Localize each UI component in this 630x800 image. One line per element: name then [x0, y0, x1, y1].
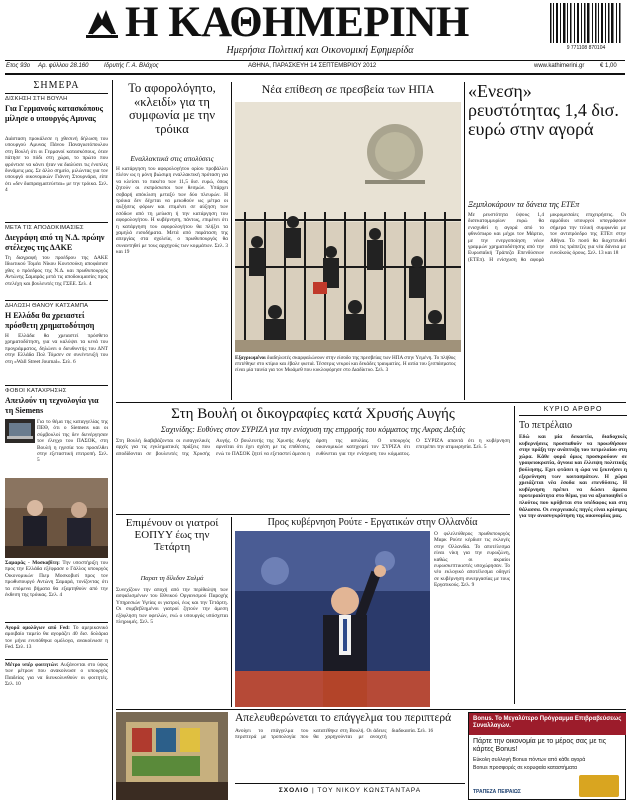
- sidebar-divider: [5, 222, 108, 223]
- embassy-caption-lead: Εξαγριωμένοι: [235, 355, 266, 361]
- kiosk-photo: [116, 712, 228, 800]
- promo-bullet: Εύκολη συλλογή Bonus πόντων από κάθε αγορά: [473, 757, 586, 763]
- column-label: ΣΧΟΛΙΟ | ΤΟΥ ΝΙΚΟΥ ΚΩΝΣΤΑΝΤΑΡΑ: [278, 787, 422, 794]
- masthead-price: € 1,00: [600, 63, 617, 69]
- editorial-box: [514, 406, 626, 704]
- netherlands-photo: [235, 531, 430, 707]
- promo-headline: Bonus. Το Μεγαλύτερο Πρόγραμμα Επιβραβεύσεως Συναλλαγών.: [469, 713, 626, 735]
- column-rule: [235, 783, 465, 784]
- sidebar-brief-head: Αγορά ομολόγων από Fed:: [5, 625, 70, 631]
- professions-story: [235, 712, 465, 800]
- sidebar-headline[interactable]: Η Ελλάδα θα χρειαστεί πρόσθετη χρηματοδότηση: [5, 311, 95, 330]
- troika-headline[interactable]: Το αφορολόγητο, «κλειδί» για τη συμφωνία με την τρόικα: [128, 81, 216, 136]
- parliament-story: [116, 406, 510, 512]
- sidebar-kicker: ΔΙΣΚΗΣΗ ΣΤΗ ΒΟΥΛΗ: [5, 96, 68, 102]
- barcode-number: 9 771108 870104: [566, 45, 606, 51]
- masthead-sheet: Αρ. φύλλου 28.160: [38, 63, 89, 69]
- sidebar-title: ΣΗΜΕΡΑ: [5, 80, 108, 94]
- masthead-rule-top: [5, 60, 625, 61]
- embassy-caption-text: διαδηλωτές σκαρφαλώνουν στην είσοδο της πρεσβείας των ΗΠΑ στην Υεμένη. Το πλήθος επιτέθηκε στο κτίριο και έβαλε φωτιά. Τέσσερις νεκροί και δεκάδες τραυματίες. Η αιτία του ξεσπάσματος είναι μία ταινία για τον Μωάμεθ που κυκλοφόρησε στο Διαδίκτυο. Σελ. 3: [235, 355, 456, 374]
- sidebar-kicker: ΜΕΤΑ ΤΙΣ ΑΠΟΔΟΚΙΜΑΣΙΕΣ: [5, 225, 84, 231]
- professions-body: Ανοίγει το επάγγελμα του περιπτερά με τροπολογία που κατατέθηκε στη Βουλή. Οι άδειες θα χορηγούνται με ανοιχτή διαδικασία. Σελ. 16: [235, 728, 434, 741]
- sidebar-divider: [5, 622, 108, 623]
- sidebar-body: Διάσταση προκάλεσε η χθεσινή δήλωση του υπουργού Αμυνας Πάνου Παναγιωτόπουλου στη Βουλή ότι οι Γερμανοί κατασκόπους, όταν πάτησε το πόδι στη χώρα, το πρώτο που φρόντισε να κάνει ήταν να διαλύσει τις ένοπλες δυνάμεις μας. Σε άλλο σημείο, μιλώντας για τον υπουργό οικονομικών Γιάννη Στουρνάρα, είπε ότι «δεν διαπραγματεύεται» με την τρόικα. Σελ. 4: [5, 136, 108, 194]
- troika-body: Η κατάργηση του αφορολογήτου ορίου προβάλλει πλέον ως η μόνη βιώσιμη εναλλακτική πρόταση για να κλείσει το πακέτο των 11,5 δισ. ευρώ, όπως ζητούν οι εκπρόσωποι των θεσμών. Υπάρχει σοβαρή απόκλιση μεταξύ των δύο πλευρών. Η τρόικα δεν δέχεται να μειωθούν ως μέτρα οι αυξήσεις φόρων και επιμένει σε αύξηση των εσόδων από τη μείωση ή την κατάργηση του αφορολογήτου. Η κυβέρνηση, πάντως, επιμένει ότι η κατάργηση του αφορολογήτου θα πλήξει τα χαμηλά εισοδήματα. Μετά από παράταση της απεργίας στα σχολεία, ο πρωθυπουργός θα συναντηθεί με τους αρχηγούς των κομμάτων. Σελ. 3 και 19: [116, 166, 228, 256]
- sidebar-brief-body: Το αμερικανικό αμοιβαίο ταμείο θα αγοράζει 40 δισ. δολάρια τον μήνα ενυπόθηκα ομόλογα, ανακοίνωσε η Fed. Σελ. 13: [5, 625, 108, 651]
- sidebar-divider: [5, 300, 108, 301]
- editorial-body: Εδώ και μία δεκαετία, διαδοχικές κυβερνήσεις προσπαθούν να προωθήσουν στην πράξη την ανάπτυξη του πετρελαίου στη χώρα. Κάθε φορά όμως προσκρούουν σε γραφειοκρατία, άγνοια και έλλειψη πολιτικής βούλησης. Εχει φτάσει η ώρα να ξεκινήσει η εξερεύνηση των κοιτασμάτων. Η χώρα χρειάζεται νέα έσοδα και επενδύσεις. Η κυβέρνηση πρέπει να δώσει άμεσα προτεραιότητα στο θέμα, για να αξιοποιηθεί ο πλούτος που κρύβεται στο υπέδαφος και στη θάλασσα. Οι ενεργειακές πηγές είναι κρίσιμες για την ανασυγκρότηση της οικονομίας μας.: [519, 434, 627, 520]
- liquidity-headline[interactable]: «Ενεση» ρευστότητας 1,4 δισ. ευρώ στην αγορά: [468, 81, 619, 139]
- sidebar-body: Η Ελλάδα θα χρειαστεί πρόσθετο χρηματοδότηση, για να καλύψει τα κενά του προγράμματος, δηλώνει ο διευθυντής του ΔΝΤ στην Ελλάδα Πολ Τόμσεν σε συνέντευξή του στη «Wall Street Journal». Σελ. 6: [5, 333, 108, 365]
- bonus-promo[interactable]: [468, 712, 626, 800]
- sidebar-kicker: ΦΟΒΟΙ ΚΑΤΑΧΡΗΣΗΣ: [5, 388, 67, 394]
- doctors-kicker: Παρατ τη δίλιδον Σαλμά: [140, 575, 204, 582]
- sidebar-column-rule: [112, 80, 113, 800]
- doctors-headline[interactable]: Επιμένουν οι γιατροί ΕΟΠΥΥ έως την Τετάρτη: [125, 517, 219, 553]
- sidebar-brief: [5, 625, 108, 657]
- netherlands-headline[interactable]: Προς κυβέρνηση Ρούτε - Εργατικών στην Ολλανδία: [267, 517, 478, 528]
- section-rule-bottom: [116, 709, 626, 710]
- embassy-column-rule: [464, 82, 465, 400]
- sidebar-brief: [5, 560, 108, 620]
- professions-headline[interactable]: Απελευθερώνεται το επάγγελμα του περιπτερά: [235, 712, 452, 724]
- troika-column-rule: [231, 82, 232, 400]
- sidebar-brief-body: Αυξάνονται στο ύψος των μέτρων που ανακοίνωσε ο υπουργός Παιδείας για να διευκολυνθούν οι φοιτητές. Σελ. 10: [5, 662, 108, 688]
- masthead-founder: Ιδρυτής Γ. Α. Βλάχος: [104, 63, 159, 69]
- liquidity-story: [468, 82, 626, 400]
- promo-tagline: Πάρτε την οικονομία με το μέρος σας με τις κάρτες Bonus!: [473, 738, 607, 753]
- barcode: [548, 3, 624, 53]
- section-rule-mid: [116, 402, 626, 403]
- liquidity-body: Με ρευστότητα ύψους 1,4 δισεκατομμυρίων ευρώ θα ενισχυθεί η αγορά από το φθινόπωρο και μέχρι τον Μάρτιο, με την ενεργοποίηση νέων γραμμών χρηματοδότησης από την Ευρωπαϊκή Τράπεζα Επενδύσεων (ΕΤΕπ). Η ενίσχυση θα αφορά μικρομεσαίες επιχειρήσεις. Οι αρμόδιοι υπουργοί υπογράφουν σήμερα την τελική συμφωνία με τον αντιπρόεδρο της ΕΤΕπ στην Αθήνα. Το ποσό θα διοχετευθεί από τις τράπεζες για νέα δάνεια με ευνοϊκούς όρους. Σελ. 13 και 18: [468, 212, 626, 263]
- doctors-story: [116, 517, 228, 707]
- troika-story: [116, 82, 228, 400]
- masthead: [0, 0, 630, 78]
- netherlands-story: [235, 517, 510, 707]
- masthead-rule-bottom: [5, 73, 625, 75]
- sidebar: [5, 80, 108, 800]
- column-label-text: ΣΧΟΛΙΟ: [278, 787, 310, 794]
- sidebar-photo-laptop: [5, 419, 35, 443]
- embassy-headline[interactable]: Νέα επίθεση σε πρεσβεία των ΗΠΑ: [261, 82, 435, 96]
- masthead-subtitle: Ημερήσια Πολιτική και Οικονομική Εφημερίδα: [226, 45, 414, 56]
- section-rule-lower: [116, 514, 510, 515]
- parliament-body: Στη Βουλή διαβιβάζονται οι εισαγγελικές αρχές για τις εγκληματικές πράξεις που αποδίδονται σε βουλευτές της Χρυσής Αυγής. Ο βουλευτής της Χρυσής Αυγής αρνείται ότι έχει σχέση με τις επιθέσεις, ενώ το ΠΑΣΟΚ ζητεί να εξεταστεί άμεσα η άρση της ασυλίας. Ο υπουργός οικονομικών κατηγορεί τον ΣΥΡΙΖΑ ότι ευθύνεται για την ενίσχυση του κόμματος. Ο ΣΥΡΙΖΑ απαντά ότι η κυβέρνηση επιτρέπει την ατιμωρησία. Σελ. 5: [116, 438, 510, 457]
- editorial-headline[interactable]: Το πετρέλαιο: [519, 420, 573, 431]
- embassy-story: [235, 82, 461, 400]
- netherlands-body: Ο φιλελεύθερος πρωθυπουργός Μαρκ Ρούτε κέρδισε τις εκλογές στην Ολλανδία. Το αποτέλεσμα είναι νίκη για την ευρωζώνη, καθώς οι ακραίοι ευρωσκεπτικιστές υποχώρησαν. Το νέο εκλογικό αποτέλεσμα οδηγεί σε κυβέρνηση συνεργασίας με τους Εργατικούς. Σελ. 9: [434, 531, 510, 589]
- sidebar-headline[interactable]: Απειλούν τη τεχνολογία για τη Siemens: [5, 396, 99, 415]
- masthead-website[interactable]: www.kathimerini.gr: [534, 63, 585, 69]
- sidebar-divider: [5, 385, 108, 386]
- promo-bank: ΤΡΑΠΕΖΑ ΠΕΙΡΑΙΩΣ: [473, 789, 521, 795]
- doctors-column-rule: [231, 517, 232, 707]
- editorial-label: ΚΥΡΙΟ ΑΡΘΡΟ: [519, 406, 627, 416]
- sidebar-headline[interactable]: Διεγράφη από τη Ν.Δ. πρώην στέλεχος της ΔΑΚΕ: [5, 233, 105, 252]
- parliament-subhead: Σαχινίδης: Ευθύνες στον ΣΥΡΙΖΑ για την ενίσχυση της επιρροής του κόμματος της Ακρας Δεξιάς: [160, 425, 466, 434]
- promo-card-icon: [579, 775, 619, 797]
- sidebar-kicker: ΔΗΛΩΣΗ ΘΑΝΟΥ ΚΑΤΣΑΜΠΑ: [5, 303, 89, 309]
- sidebar-brief-head: Μέτρο υπέρ φοιτητών:: [5, 662, 59, 668]
- promo-bullet: Bonus προσφορές σε κορυφαία καταστήματα: [473, 765, 577, 771]
- liquidity-kicker: Ξεμπλοκάρουν τα δάνεια της ΕΤΕπ: [468, 200, 580, 209]
- embassy-photo: [235, 102, 461, 352]
- sidebar-body: Τη διαγραφή του προέδρου της ΔΑΚΕ Ιδιωτικού Τομέα Νίκου Κουτσούκη αποφάσισε χθες ο πρόεδρος της Ν.Δ. και πρωθυπουργός Αντώνης Σαμαράς μετά τις αποδοκιμασίες προς στελέχη και βουλευτές της ΓΣΕΕ. Σελ. 4: [5, 255, 108, 287]
- troika-kicker: Εναλλακτικά στις απολύσεις: [130, 154, 214, 163]
- sidebar-divider: [5, 659, 108, 660]
- logo-emblem: [82, 4, 122, 44]
- sidebar-brief-head: Σαμαράς - Μοσκοβίτη:: [5, 560, 60, 566]
- sidebar-body: Για το θέμα της καταγγελίας της ΠΕΘ, ότι ο Siemens και οι σύμβουλοί της δεν διενέργησαν τον έλεγχο του ΠΑΣΟΚ, στη Βουλή η ηγεσία του προσέλθει στην εξεταστική επιτροπή. Σελ. 5: [37, 419, 108, 464]
- sidebar-brief-body: Την υποστήριξη του προς την Ελλάδα εξέφρασε ο Γάλλος υπουργός Οικονομικών Πιερ Μοσκοβισί προς τον πρωθυπουργό Αντώνη Σαμαρά, τονίζοντας ότι τα επόμενα βήματα θα εξαρτηθούν από την έκθεση της τρόικας. Σελ. 4: [5, 560, 108, 599]
- masthead-year: Ετος 93ο: [6, 63, 31, 69]
- sidebar-photo-meeting: [5, 478, 108, 558]
- column-author: ΤΟΥ ΝΙΚΟΥ ΚΩΝΣΤΑΝΤΑΡΑ: [317, 787, 422, 794]
- logo-title: Η ΚΑΘΗΜΕΡΙΝΗ: [125, 0, 469, 46]
- parliament-headline[interactable]: Στη Βουλή οι δικογραφίες κατά Χρυσής Αυγής: [171, 406, 455, 422]
- masthead-dateline: ΑΘΗΝΑ, ΠΑΡΑΣΚΕΥΗ 14 ΣΕΠΤΕΜΒΡΙΟΥ 2012: [248, 63, 377, 69]
- sidebar-brief: [5, 662, 108, 702]
- embassy-caption: [235, 355, 461, 399]
- sidebar-headline[interactable]: Για Γερμανούς κατασκόπους μίλησε ο υπουργός Αμυνας: [5, 104, 103, 123]
- doctors-body: Συνεχίζουν την αποχή από την περίθαλψη των ασφαλισμένων του Εθνικού Οργανισμού Παροχής Υπηρεσιών Υγείας οι γιατροί, έως και την Τετάρτη. Οι συμβεβλημένοι γιατροί ζητούν την άμεση εξόφληση των οφειλών, ενώ ο υπουργός υπόσχεται πληρωμές. Σελ. 5: [116, 587, 228, 626]
